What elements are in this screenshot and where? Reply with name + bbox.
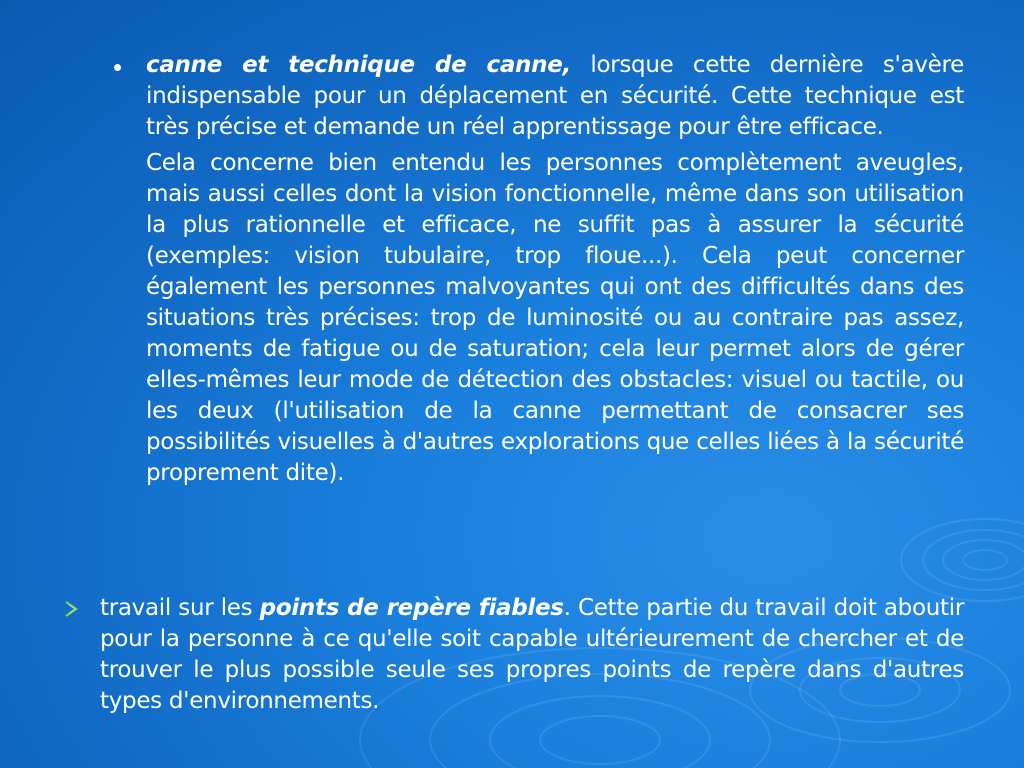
- sub-bullet-paragraph-2: Cela concerne bien entendu les personnes complètement aveugles, mais aussi celles dont la vision fonctionnelle, même dans son utilisation la plus rationnelle et efficace, ne suffit pas à assurer la sécurité (exemples: vision tubulaire, trop floue...). Cela peut concerner également les personnes malvoyantes qui ont des difficultés dans des situations très précises: trop de luminosité ou au contraire pas assez, moments de fatigue ou de saturation; cela leur permet alors de gérer elles-mêmes leur mode de détection des obstacles: visuel ou tactile, ou les deux (l'utilisation de la canne permettant de consacrer ses possibilités visuelles à d'autres explorations que celles liées à la sécurité proprement dite).: [146, 150, 964, 486]
- arrow-bullet-icon: [64, 599, 80, 619]
- sub-bullet-paragraph-1: [146, 50, 964, 143]
- main-bullet-lead: travail sur les: [100, 595, 260, 621]
- round-bullet-icon: [114, 64, 121, 71]
- sub-bullet-lead-text: lorsque cette dernière s'avère indispensable pour un déplacement en sécurité. Cette technique est très précise et demande un réel apprentissage pour être efficace.: [146, 52, 964, 140]
- sub-bullet-text: [146, 50, 964, 489]
- main-bullet-text: [100, 593, 964, 717]
- sub-bullet-emphasis: canne et technique de canne,: [146, 52, 571, 78]
- main-bullet-rest: . Cette partie du travail doit aboutir pour la personne à ce qu'elle soit capable ultérieurement de chercher et de trouver le plus possible seule ses propres points de repère dans d'autres types d'environnements.: [100, 595, 964, 714]
- main-bullet-paragraph: [100, 593, 964, 717]
- main-bullet-emphasis: points de repère fiables: [259, 595, 564, 621]
